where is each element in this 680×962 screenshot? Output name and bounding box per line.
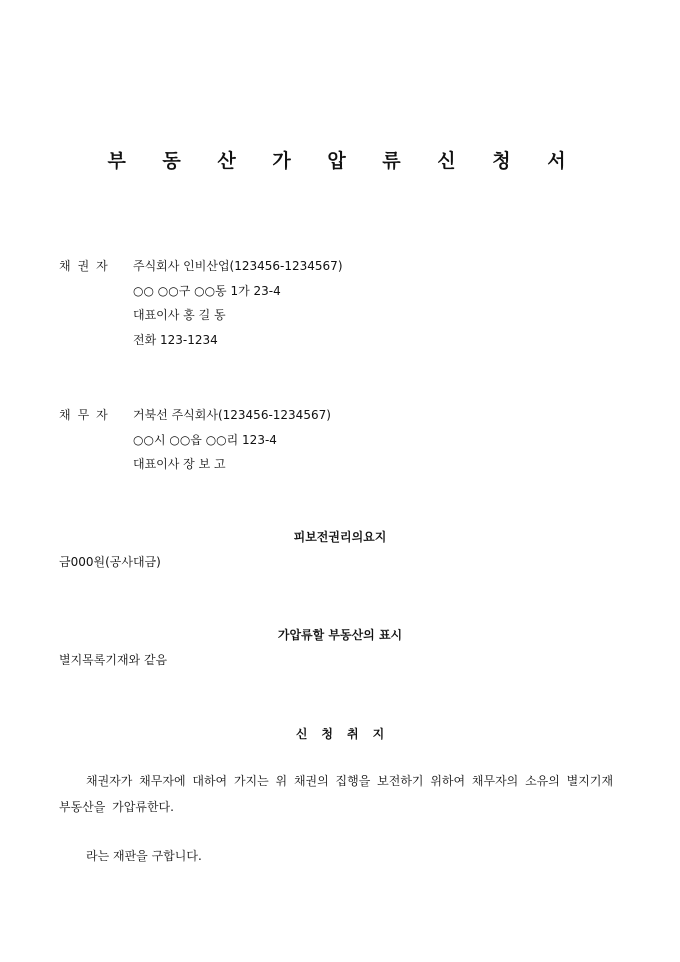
debtor-address: ○○시 ○○읍 ○○리 123-4: [133, 433, 277, 447]
purpose-paragraph: 채권자가 채무자에 대하여 가지는 위 채권의 집행을 보전하기 위하여 채무자의 소유의 별지기재 부동산을 가압류한다.: [59, 774, 614, 814]
secured-claim-heading: 피보전권리의요지: [293, 530, 387, 544]
property-heading: 가압류할 부동산의 표시: [277, 628, 403, 642]
secured-claim-body: 금000원(공사대금): [59, 555, 161, 569]
purpose-heading: 신청취지: [295, 727, 399, 741]
creditor-representative: 대표이사 홍 길 동: [133, 308, 226, 322]
document-title: 부 동 산 가 압 류 신 청 서: [107, 150, 581, 172]
closing-text: 라는 재판을 구합니다.: [86, 849, 202, 863]
property-body: 별지목록기재와 같음: [59, 653, 168, 667]
creditor-name: 주식회사 인비산업(123456-1234567): [133, 259, 343, 273]
creditor-label: 채권자: [59, 259, 115, 273]
debtor-representative: 대표이사 장 보 고: [133, 457, 226, 471]
creditor-phone: 전화 123-1234: [133, 333, 218, 347]
debtor-label: 채무자: [59, 408, 115, 422]
debtor-name: 거북선 주식회사(123456-1234567): [133, 408, 331, 422]
creditor-address: ○○ ○○구 ○○동 1가 23-4: [133, 284, 281, 298]
